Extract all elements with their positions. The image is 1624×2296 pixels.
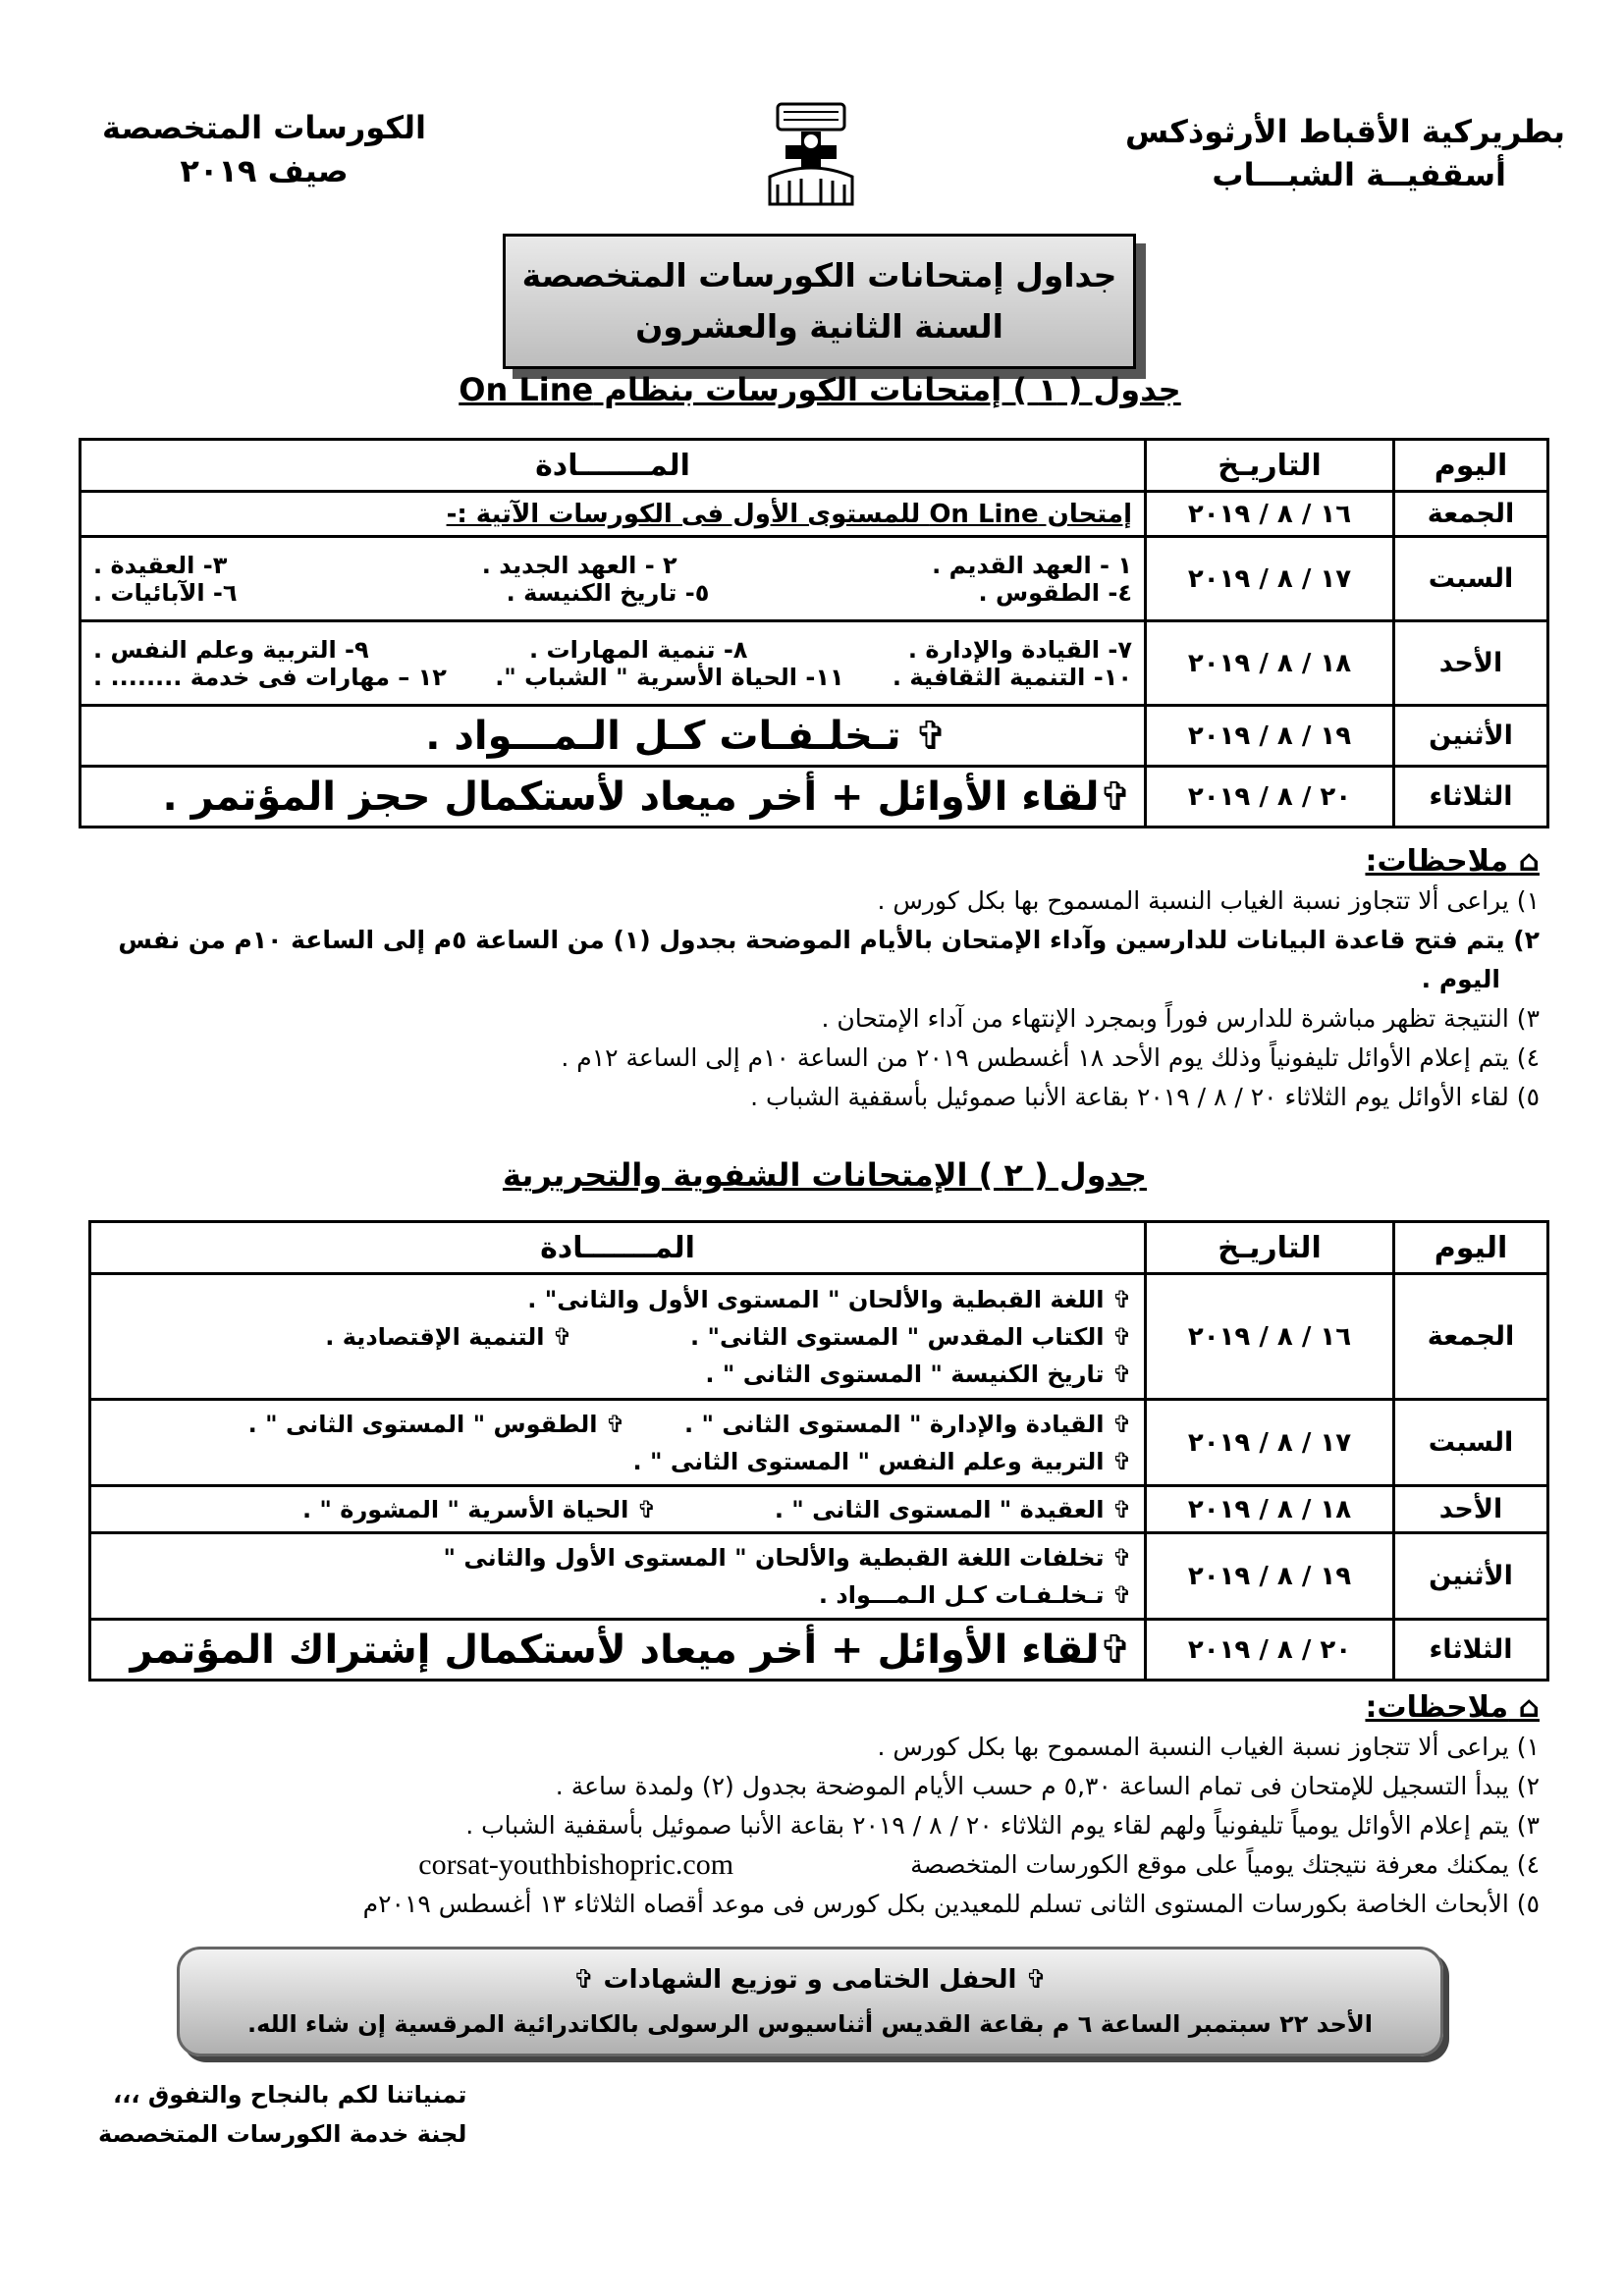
note-item: ١) يراعى ألا تتجاوز نسبة الغياب النسبة المسموح بها بكل كورس . bbox=[877, 1733, 1540, 1761]
table-row bbox=[90, 1400, 1548, 1486]
note-item: ٥) لقاء الأوائل يوم الثلاثاء ٢٠ / ٨ / ٢٠١٩ بقاعة الأنبا صموئيل بأسقفية الشباب . bbox=[750, 1083, 1540, 1111]
notes-section-1 bbox=[67, 842, 1540, 1117]
table2-caption: جدول ( ٢ ) الإمتحانات الشفوية والتحريرية bbox=[502, 1156, 1148, 1194]
row-subject bbox=[90, 1486, 1146, 1533]
subject-line bbox=[93, 664, 1132, 691]
course-item: ٥- تاريخ الكنيسة . bbox=[506, 578, 710, 607]
home-icon: ⌂ bbox=[1508, 844, 1540, 879]
row-date: ١٩ / ٨ / ٢٠١٩ bbox=[1146, 1533, 1394, 1620]
row-date: ١٦ / ٨ / ٢٠١٩ bbox=[1146, 492, 1394, 537]
subject-line: ✞ تـخلـفـات كـل الـمـــواد . bbox=[818, 1580, 1132, 1609]
course-item: ٦- الآبائيات . bbox=[93, 578, 238, 607]
row-subject: إمتحان On Line للمستوى الأول فى الكورسات الآتية :- bbox=[81, 492, 1146, 537]
course-item: ٨- تنمية المهارات . bbox=[529, 635, 748, 664]
course-item: ٤- الطقوس . bbox=[978, 578, 1132, 607]
day-header: اليوم bbox=[1394, 440, 1548, 492]
row-date: ٢٠ / ٨ / ٢٠١٩ bbox=[1146, 767, 1394, 828]
course-item: ✞ القيادة والإدارة " المستوى الثانى " . bbox=[684, 1410, 1132, 1438]
closing-ceremony-box bbox=[177, 1947, 1443, 2056]
row-day: الثلاثاء bbox=[1394, 1620, 1548, 1681]
title-line1: جداول إمتحانات الكورسات المتخصصة bbox=[521, 256, 1117, 294]
org-name: بطريركية الأقباط الأرثوذكس bbox=[1125, 113, 1565, 150]
row-day: الأثنين bbox=[1394, 1533, 1548, 1620]
row-date: ١٨ / ٨ / ٢٠١٩ bbox=[1146, 1486, 1394, 1533]
table-row bbox=[81, 706, 1548, 767]
course-item: ٢ - العهد الجديد . bbox=[481, 551, 677, 579]
row-day: الأحد bbox=[1394, 621, 1548, 706]
course-header bbox=[102, 106, 426, 192]
row-date: ١٧ / ٨ / ٢٠١٩ bbox=[1146, 537, 1394, 621]
row-subject bbox=[90, 1274, 1146, 1400]
home-icon: ⌂ bbox=[1508, 1690, 1540, 1725]
course-item: ✞ الطقوس " المستوى الثانى " . bbox=[247, 1410, 625, 1438]
table1-caption: جدول ( ١ ) إمتحانات الكورسات بنظام On Line bbox=[459, 371, 1181, 408]
course-item: ٧- القيادة والإدارة . bbox=[907, 635, 1132, 664]
note-item: ٤) يتم إعلام الأوائل تليفونياً وذلك يوم الأحد ١٨ أغسطس ٢٠١٩ من الساعة ١٠م إلى الساعة ١٢م . bbox=[561, 1043, 1540, 1072]
course-season: صيف ٢٠١٩ bbox=[180, 152, 349, 189]
course-item: ١١- الحياة الأسرية " الشباب ". bbox=[495, 663, 844, 691]
row-date: ١٨ / ٨ / ٢٠١٩ bbox=[1146, 621, 1394, 706]
org-department: أسقفيــة الشبـــاب bbox=[1212, 156, 1506, 193]
course-item: ✞ الحياة الأسرية " المشورة " . bbox=[301, 1495, 657, 1523]
signoff bbox=[98, 2075, 466, 2154]
table-row bbox=[81, 537, 1548, 621]
subject-line: ✞ تخلفات اللغة القبطية والألحان " المستوى الأول والثانى " bbox=[443, 1543, 1132, 1572]
row-day: الجمعة bbox=[1394, 492, 1548, 537]
course-item: ١٢ – مهارات فى خدمة ........ . bbox=[93, 663, 447, 691]
row-day: السبت bbox=[1394, 1400, 1548, 1486]
subject-header: المـــــــادة bbox=[90, 1222, 1146, 1274]
table-header-row bbox=[81, 440, 1548, 492]
course-name: الكورسات المتخصصة bbox=[102, 109, 426, 146]
signoff-committee: لجنة خدمة الكورسات المتخصصة bbox=[98, 2120, 467, 2148]
note-item: ٣) النتيجة تظهر مباشرة للدارس فوراً وبمجرد الإنتهاء من آداء الإمتحان . bbox=[821, 1004, 1540, 1033]
day-header: اليوم bbox=[1394, 1222, 1548, 1274]
note-item: ١) يراعى ألا تتجاوز نسبة الغياب النسبة المسموح بها بكل كورس . bbox=[877, 886, 1540, 915]
signoff-wishes: تمنياتنا لكم بالنجاح والتفوق ،،، bbox=[113, 2081, 467, 2109]
note-item: ٥) الأبحاث الخاصة بكورسات المستوى الثانى تسلم للمعيدين بكل كورس فى موعد أقصاه الثلاثاء ١٣ أغسطس ٢٠١٩م bbox=[362, 1890, 1540, 1918]
row-day: الجمعة bbox=[1394, 1274, 1548, 1400]
note-item: ٢) يبدأ التسجيل للإمتحان فى تمام الساعة ٥,٣٠ م حسب الأيام الموضحة بجدول (٢) ولمدة ساعة . bbox=[555, 1772, 1540, 1800]
row-day: الأحد bbox=[1394, 1486, 1548, 1533]
row-day: الأثنين bbox=[1394, 706, 1548, 767]
table-row bbox=[90, 1533, 1548, 1620]
table-row bbox=[81, 492, 1548, 537]
row-date: ١٦ / ٨ / ٢٠١٩ bbox=[1146, 1274, 1394, 1400]
date-header: التاريـخ bbox=[1146, 1222, 1394, 1274]
table-row bbox=[81, 621, 1548, 706]
course-item: ١٠- التنمية الثقافية . bbox=[892, 663, 1132, 691]
row-subject bbox=[81, 621, 1146, 706]
row-subject bbox=[90, 1533, 1146, 1620]
table-row bbox=[90, 1274, 1548, 1400]
date-header: التاريـخ bbox=[1146, 440, 1394, 492]
subject-line bbox=[93, 552, 1132, 579]
bishopric-logo bbox=[764, 98, 858, 206]
row-subject bbox=[81, 537, 1146, 621]
online-exams-table bbox=[79, 438, 1549, 828]
subject-line bbox=[93, 579, 1132, 607]
row-subject: ✞لقاء الأوائل + أخر ميعاد لأستكمال حجز المؤتمر . bbox=[81, 767, 1146, 828]
closing-title: ✞ الحفل الختامى و توزيع الشهادات ✞ bbox=[572, 1965, 1048, 1995]
table-row bbox=[90, 1486, 1548, 1533]
closing-details: الأحد ٢٢ سبتمبر الساعة ٦ م بقاعة القديس أثناسيوس الرسولى بالكاتدرائية المرقسية إن شاء الله. bbox=[246, 2010, 1374, 2038]
row-day: السبت bbox=[1394, 537, 1548, 621]
website-link[interactable]: corsat-youthbishopric.com bbox=[418, 1848, 734, 1881]
subject-line: ✞ تاريخ الكنيسة " المستوى الثانى " . bbox=[705, 1360, 1132, 1388]
course-item: ١ - العهد القديم . bbox=[932, 551, 1132, 579]
subject-line bbox=[93, 636, 1132, 664]
course-item: ٣- العقيدة . bbox=[93, 551, 228, 579]
note-item: ٣) يتم إعلام الأوائل يومياً تليفونياً ولهم لقاء يوم الثلاثاء ٢٠ / ٨ / ٢٠١٩ بقاعة الأنبا صموئيل بأسقفية الشباب . bbox=[465, 1811, 1540, 1840]
subject-line bbox=[103, 1496, 1132, 1523]
notes-section-2 bbox=[67, 1688, 1540, 1924]
subject-line: ✞ التربية وعلم النفس " المستوى الثانى " . bbox=[632, 1447, 1132, 1475]
note-item: اليوم . bbox=[1421, 965, 1500, 993]
subject-line bbox=[103, 1406, 1132, 1443]
course-item: ٩- التربية وعلم النفس . bbox=[93, 635, 369, 664]
subject-line: ✞ اللغة القبطية والألحان " المستوى الأول والثانى" . bbox=[527, 1285, 1132, 1313]
course-item: ✞ التنمية الإقتصادية . bbox=[325, 1322, 572, 1351]
subject-line bbox=[103, 1318, 1132, 1356]
row-subject bbox=[90, 1400, 1146, 1486]
oral-written-exams-table bbox=[88, 1220, 1549, 1682]
table-row bbox=[90, 1620, 1548, 1681]
org-header bbox=[1125, 110, 1565, 196]
row-date: ١٩ / ٨ / ٢٠١٩ bbox=[1146, 706, 1394, 767]
title-line2: السنة الثانية والعشرون bbox=[635, 307, 1003, 346]
course-item: ✞ العقيدة " المستوى الثانى " . bbox=[774, 1495, 1132, 1523]
exam-schedule-title bbox=[503, 234, 1136, 369]
note-item: ٢) يتم فتح قاعدة البيانات للدارسين وآداء الإمتحان بالأيام الموضحة بجدول (١) من الساعة ٥م إلى الساعة ١٠م من نفس bbox=[118, 926, 1540, 954]
note-item: ٤) يمكنك معرفة نتيجتك يومياً على موقع الكورسات المتخصصة corsat-youthbishopric.com bbox=[67, 1845, 1540, 1885]
row-date: ١٧ / ٨ / ٢٠١٩ bbox=[1146, 1400, 1394, 1486]
row-date: ٢٠ / ٨ / ٢٠١٩ bbox=[1146, 1620, 1394, 1681]
row-day: الثلاثاء bbox=[1394, 767, 1548, 828]
row-subject: ✞لقاء الأوائل + أخر ميعاد لأستكمال إشتراك المؤتمر bbox=[90, 1620, 1146, 1681]
table-header-row bbox=[90, 1222, 1548, 1274]
row-subject: ✞ تـخلـفـات كـل الـمـــواد . bbox=[81, 706, 1146, 767]
notes-heading: ⌂ ملاحظات: bbox=[1365, 1690, 1540, 1725]
course-item: ✞ الكتاب المقدس " المستوى الثانى" . bbox=[690, 1322, 1132, 1351]
table-row bbox=[81, 767, 1548, 828]
notes-heading: ⌂ ملاحظات: bbox=[1365, 844, 1540, 879]
subject-header: المـــــــادة bbox=[81, 440, 1146, 492]
